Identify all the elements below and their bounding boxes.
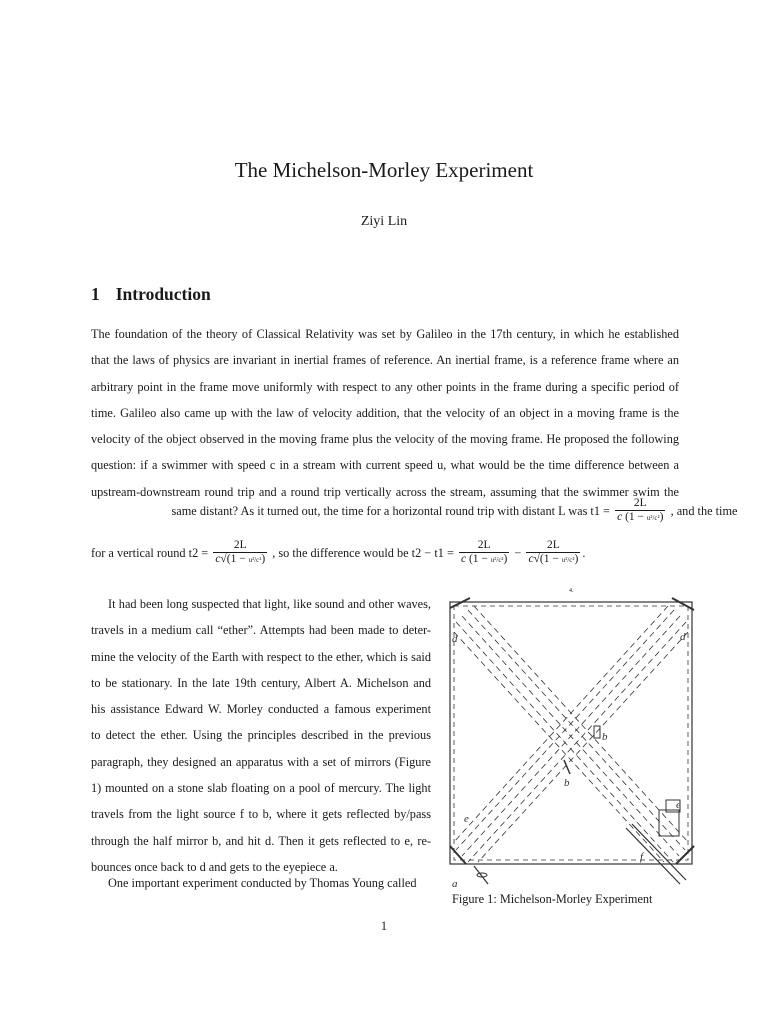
para-line: to be stationary. In the late 19th century, Albert A. Michelson and: [91, 675, 431, 690]
section-heading: [91, 284, 211, 305]
figure-top-label: 4.: [569, 588, 574, 594]
page-number: 1: [380, 919, 388, 933]
figure-label-e-left: e: [464, 813, 469, 825]
figure-label-d-right: d: [680, 631, 686, 643]
intro-line: upstream-downstream round trip and a round trip vertically across the stream, assuming that the swimmer swim the: [91, 484, 679, 499]
intro-line: time. Galileo also came up with the law of velocity addition, that the velocity of an object in a moving frame is the: [91, 405, 679, 420]
para-line: travels from the light source f to b, where it gets reflected by/pass: [91, 807, 431, 822]
intro-line9-text: for a vertical round t2 =: [91, 545, 209, 560]
eq-numerator: 2L: [213, 539, 267, 553]
section-number: 1: [91, 284, 100, 304]
intro-line9-mid: , so the difference would be t2 − t1 =: [272, 545, 454, 560]
para-line: It had been long suspected that light, like sound and other waves,: [108, 597, 431, 611]
section-title: Introduction: [115, 284, 211, 304]
paper-title: The Michelson-Morley Experiment: [234, 158, 534, 182]
michelson-morley-diagram: [444, 588, 699, 890]
eq-numerator: 2L: [459, 539, 509, 553]
figure-label-e-right: e: [676, 799, 681, 811]
author-name: Ziyi Lin: [360, 214, 408, 229]
para3-line: One important experiment conducted by Thomas Young called: [108, 876, 417, 890]
paragraph-ether: [91, 591, 431, 880]
intro-line-eq1: [91, 497, 738, 525]
equation-t1: $\frac{2L}{\text{c (1 − u²/c²)}}$: [617, 497, 664, 523]
eq-numerator: 2L: [615, 497, 665, 511]
equation-diff-b: $\frac{2L}{\text{c√(1 − u²/c²)}}$: [528, 539, 579, 565]
intro-line: velocity of the object observed in the moving frame plus the velocity of the moving frame. He proposed the following: [91, 432, 679, 447]
intro-line-eq2: for a vertical round t2 = $\frac{2L}{\text{c√(1 − u²/c²)}}$ , so the difference would be t2 − t1 = $\frac{2L}{\text{c (1 − u²/c²)}}$ − $\frac{2L}{\text{c√(1 − u²/c²)}}$ .: [91, 539, 586, 565]
figure-label-f: f: [640, 851, 644, 863]
para-line: paragraph, they designed an apparatus with a set of mirrors (Figure: [91, 754, 431, 769]
equation-diff-a: $\frac{2L}{\text{c (1 − u²/c²)}}$: [460, 539, 508, 565]
figure-label-a: a: [452, 878, 458, 890]
para-line: mine the velocity of the Earth with respect to the ether, which is said: [91, 649, 431, 664]
intro-line: The foundation of the theory of Classical Relativity was set by Galileo in the 17th century, in which he established: [91, 327, 679, 341]
figure-caption: Figure 1: Michelson-Morley Experiment: [452, 892, 653, 906]
para-line: his assistance Edward W. Morley conducted a famous experiment: [91, 702, 431, 717]
para-line: travels in a medium call “ether”. Attempts had been made to deter-: [91, 623, 431, 638]
intro-line8-text: same distant? As it turned out, the time for a horizontal round trip with distant L was t1 =: [171, 503, 610, 518]
figure-label-d-left: d: [452, 633, 458, 645]
para-line: through the half mirror b, and hit d. Then it gets reflected to e, re-: [91, 833, 431, 848]
figure-label-b-lower: b: [564, 777, 570, 789]
intro-line: arbitrary point in the frame move uniformly with respect to any other points in the frame during a specific period of: [91, 379, 679, 394]
intro-paragraph: [91, 321, 679, 505]
intro-line: that the laws of physics are invariant in inertial frames of reference. An inertial frame, is a reference frame where an: [91, 353, 679, 368]
eq-numerator: 2L: [526, 539, 580, 553]
para-line: bounces once back to d and gets to the eyepiece a.: [91, 859, 338, 874]
para-line: to detect the ether. Using the principles described in the previous: [91, 728, 431, 743]
para-line: 1) mounted on a stone slab floating on a pool of mercury. The light: [91, 781, 431, 796]
intro-line: question: if a swimmer with speed c in a stream with current speed u, what would be the time difference between a: [91, 458, 679, 473]
intro-line8-end: , and the time: [670, 503, 738, 518]
figure-label-b-upper: b: [602, 731, 608, 743]
equation-t2: $\frac{2L}{\text{c√(1 − u²/c²)}}$: [215, 539, 266, 565]
